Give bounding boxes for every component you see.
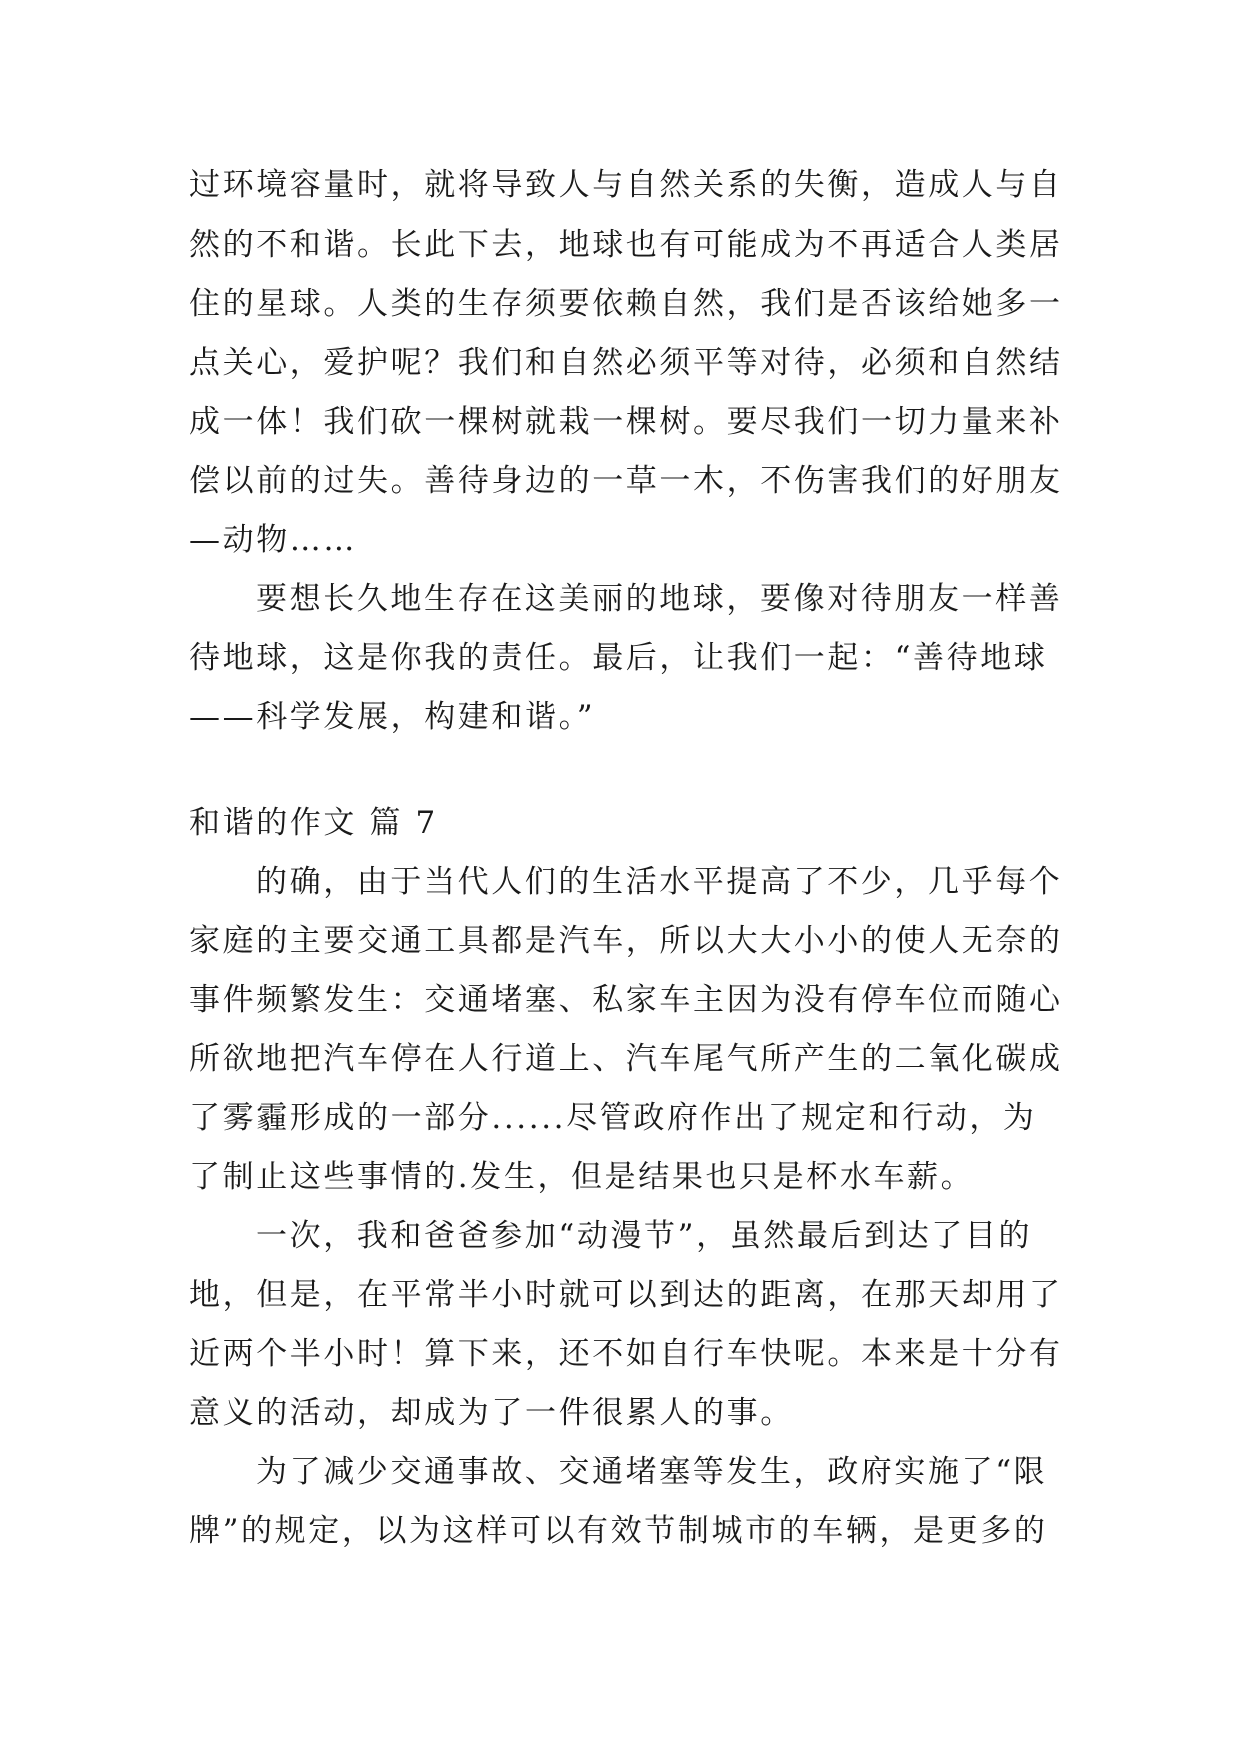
text-line: 住的星球。人类的生存须要依赖自然，我们是否该给她多一 [189,286,1063,322]
paragraph-first-line: 要想长久地生存在这美丽的地球，要像对待朋友一样善 [256,581,1063,617]
paragraph-first-line: 为了减少交通事故、交通堵塞等发生，政府实施了“限 [256,1454,1048,1490]
text-line: 了制止这些事情的.发生，但是结果也只是杯水车薪。 [189,1159,975,1195]
text-line: 牌”的规定，以为这样可以有效节制城市的车辆，是更多的 [189,1513,1048,1549]
text-line: ——科学发展，构建和谐。” [189,699,596,735]
text-line: —动物…… [189,522,357,558]
section-heading: 和谐的作文 篇 7 [189,805,438,841]
text-line: 所欲地把汽车停在人行道上、汽车尾气所产生的二氧化碳成 [189,1041,1063,1077]
text-line: 成一体！我们砍一棵树就栽一棵树。要尽我们一切力量来补 [189,404,1063,440]
text-line: 待地球，这是你我的责任。最后，让我们一起：“善待地球 [189,640,1048,676]
text-line: 然的不和谐。长此下去，地球也有可能成为不再适合人类居 [189,227,1063,263]
text-line: 事件频繁发生：交通堵塞、私家车主因为没有停车位而随心 [189,982,1063,1018]
paragraph-first-line: 一次，我和爸爸参加“动漫节”，虽然最后到达了目的 [256,1218,1033,1254]
text-line: 家庭的主要交通工具都是汽车，所以大大小小的使人无奈的 [189,923,1063,959]
text-line: 点关心，爱护呢？我们和自然必须平等对待，必须和自然结 [189,345,1063,381]
text-line: 了雾霾形成的一部分......尽管政府作出了规定和行动，为 [189,1100,1037,1136]
paragraph-first-line: 的确，由于当代人们的生活水平提高了不少，几乎每个 [256,864,1063,900]
text-line: 近两个半小时！算下来，还不如自行车快呢。本来是十分有 [189,1336,1063,1372]
text-line: 意义的活动，却成为了一件很累人的事。 [189,1395,794,1431]
text-line: 过环境容量时，就将导致人与自然关系的失衡，造成人与自 [189,167,1063,203]
text-line: 地，但是，在平常半小时就可以到达的距离，在那天却用了 [189,1277,1063,1313]
text-line: 偿以前的过失。善待身边的一草一木，不伤害我们的好朋友 [189,463,1063,499]
